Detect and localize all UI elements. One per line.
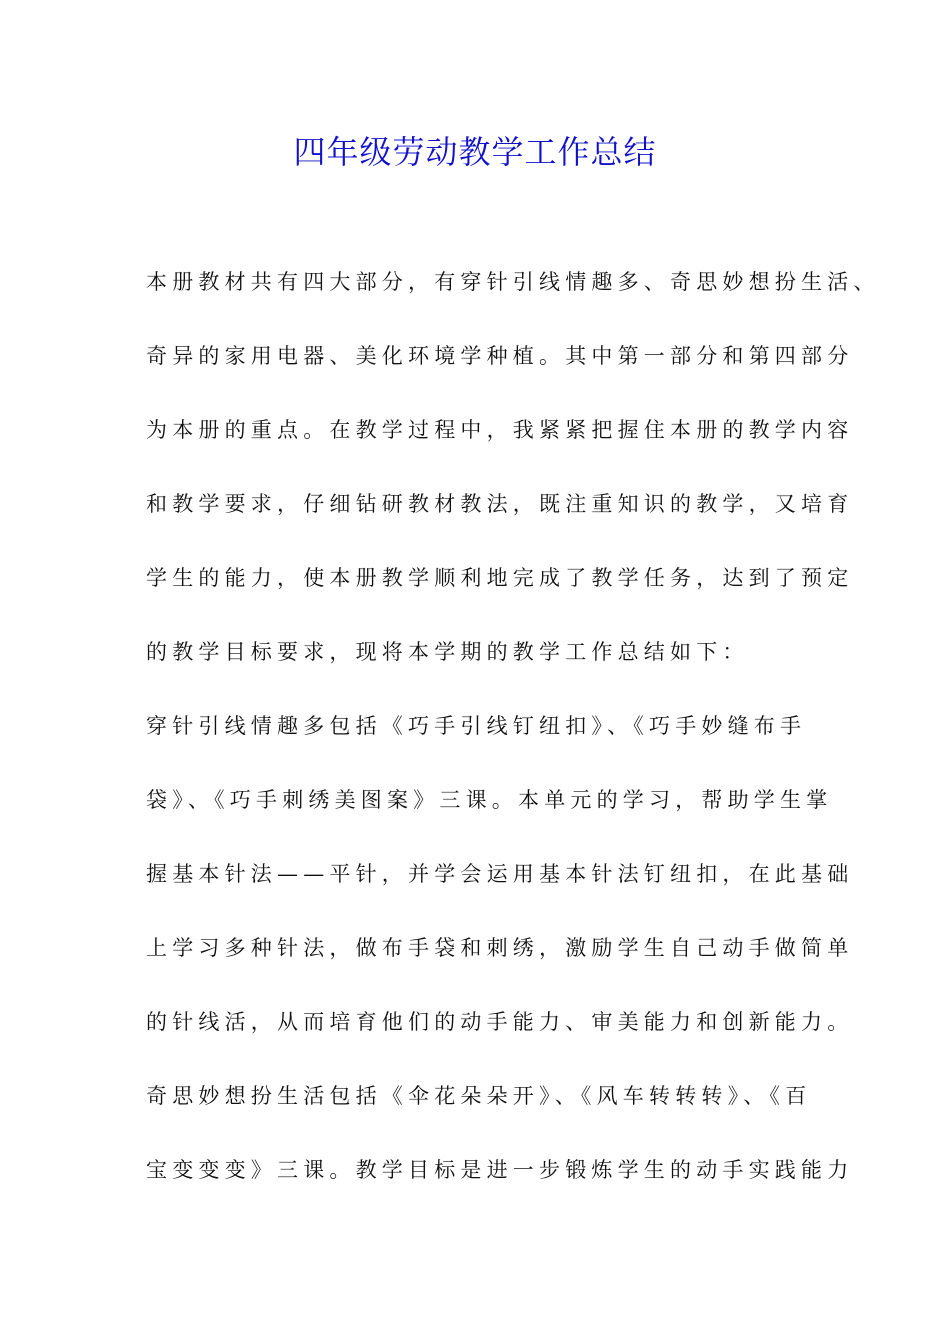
- body-line: 为本册的重点。在教学过程中，我紧紧把握住本册的教学内容: [146, 418, 854, 442]
- document-title: 四年级劳动教学工作总结: [293, 133, 657, 171]
- body-line: 宝变变变》三课。教学目标是进一步锻炼学生的动手实践能力: [146, 1158, 854, 1182]
- document-body: [146, 262, 880, 1224]
- body-line: 上学习多种针法，做布手袋和刺绣，激励学生自己动手做简单: [146, 936, 854, 960]
- body-line: 的针线活，从而培育他们的动手能力、审美能力和创新能力。: [146, 1010, 854, 1034]
- body-line: 的教学目标要求，现将本学期的教学工作总结如下：: [146, 640, 749, 664]
- body-line: 奇思妙想扮生活包括《伞花朵朵开》、《风车转转转》、《百: [146, 1084, 812, 1108]
- body-line: 学生的能力，使本册教学顺利地完成了教学任务，达到了预定: [146, 566, 854, 590]
- body-line: 本册教材共有四大部分，有穿针引线情趣多、奇思妙想扮生活、: [146, 270, 880, 294]
- body-line: 袋》、《巧手刺绣美图案》三课。本单元的学习，帮助学生掌: [146, 788, 833, 812]
- body-line: 握基本针法——平针，并学会运用基本针法钉纽扣，在此基础: [146, 862, 854, 886]
- body-line: 穿针引线情趣多包括《巧手引线钉纽扣》、《巧手妙缝布手: [146, 714, 807, 738]
- body-line: 奇异的家用电器、美化环境学种植。其中第一部分和第四部分: [146, 344, 854, 368]
- body-line: 和教学要求，仔细钻研教材教法，既注重知识的教学，又培育: [146, 492, 854, 516]
